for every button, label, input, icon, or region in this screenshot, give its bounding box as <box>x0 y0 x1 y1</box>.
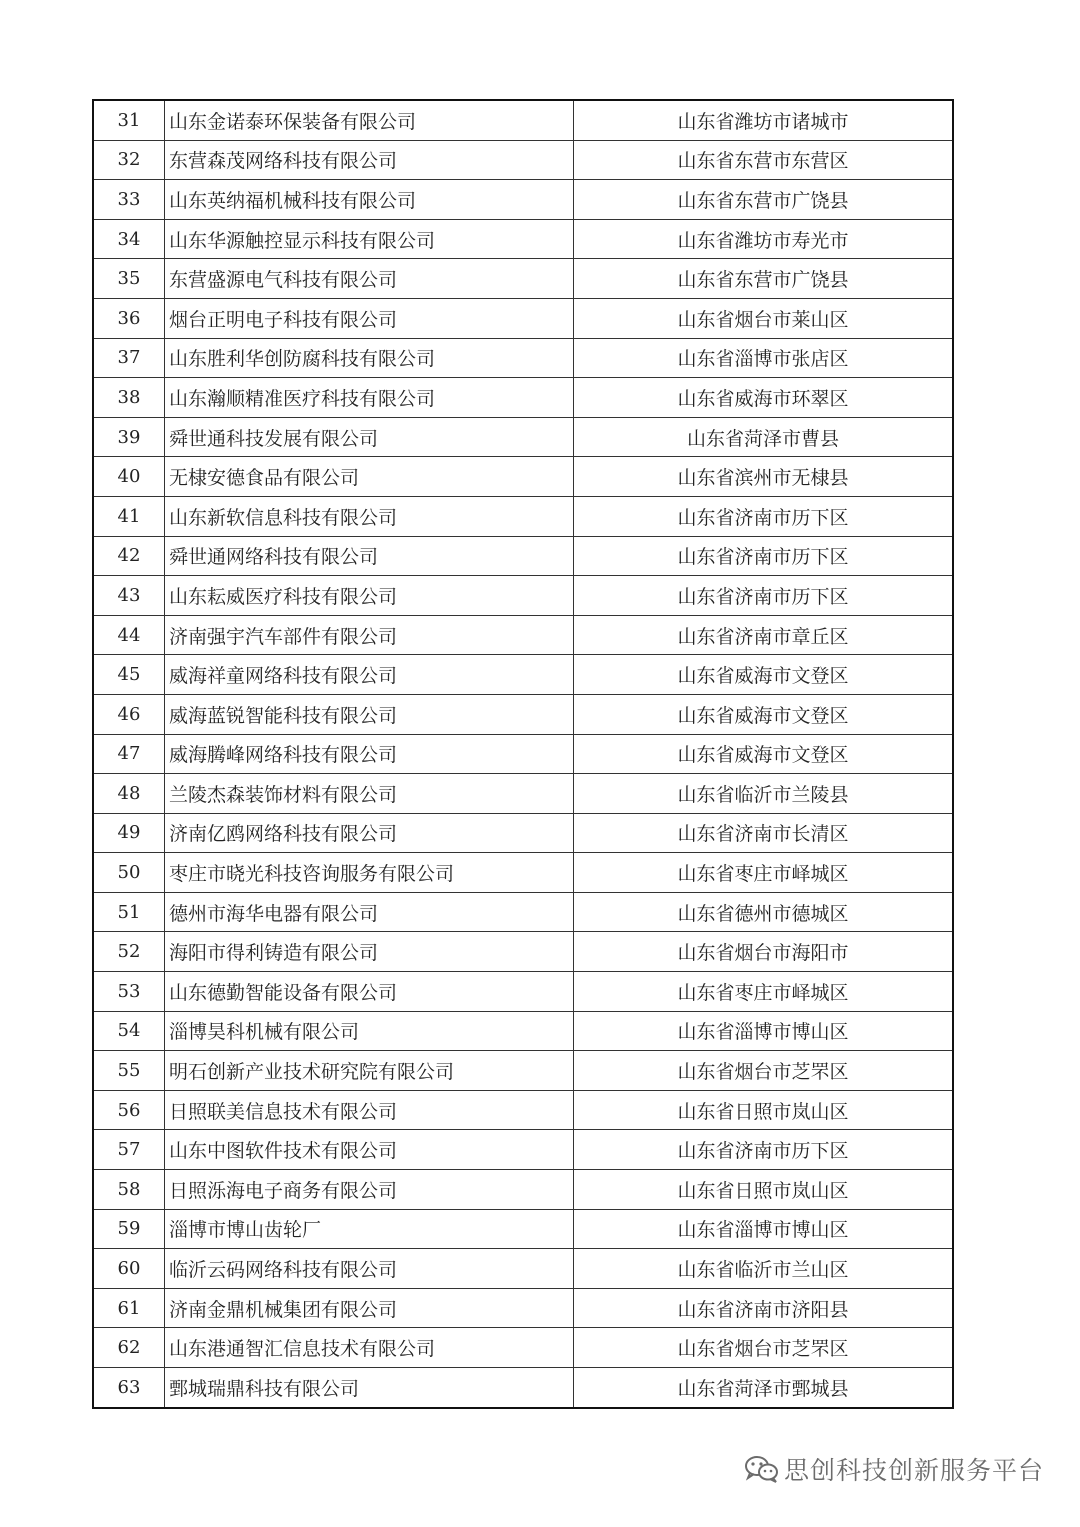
region-name: 山东省烟台市芝罘区 <box>574 1328 954 1368</box>
row-number: 48 <box>93 774 165 814</box>
table-row <box>93 536 953 576</box>
row-number: 52 <box>93 932 165 972</box>
row-number: 45 <box>93 655 165 695</box>
table-row <box>93 1368 953 1408</box>
table-row <box>93 655 953 695</box>
wechat-icon <box>744 1454 780 1484</box>
company-name: 明石创新产业技术研究院有限公司 <box>165 1051 574 1091</box>
table-row <box>93 378 953 418</box>
company-name: 淄博市博山齿轮厂 <box>165 1209 574 1249</box>
table-row <box>93 140 953 180</box>
table-row <box>93 972 953 1012</box>
company-name: 山东瀚顺精准医疗科技有限公司 <box>165 378 574 418</box>
company-name: 山东英纳福机械科技有限公司 <box>165 180 574 220</box>
region-name: 山东省东营市广饶县 <box>574 259 954 299</box>
company-name: 济南金鼎机械集团有限公司 <box>165 1288 574 1328</box>
row-number: 49 <box>93 813 165 853</box>
row-number: 41 <box>93 496 165 536</box>
company-name: 山东德勤智能设备有限公司 <box>165 972 574 1012</box>
row-number: 37 <box>93 338 165 378</box>
region-name: 山东省东营市东营区 <box>574 140 954 180</box>
region-name: 山东省潍坊市诸城市 <box>574 100 954 140</box>
region-name: 山东省滨州市无棣县 <box>574 457 954 497</box>
region-name: 山东省济南市历下区 <box>574 496 954 536</box>
table-row <box>93 1090 953 1130</box>
table-row <box>93 1328 953 1368</box>
row-number: 58 <box>93 1170 165 1210</box>
company-name: 山东港通智汇信息技术有限公司 <box>165 1328 574 1368</box>
company-name: 海阳市得利铸造有限公司 <box>165 932 574 972</box>
table-row <box>93 932 953 972</box>
row-number: 50 <box>93 853 165 893</box>
row-number: 43 <box>93 576 165 616</box>
region-name: 山东省威海市环翠区 <box>574 378 954 418</box>
region-name: 山东省德州市德城区 <box>574 892 954 932</box>
row-number: 59 <box>93 1209 165 1249</box>
table-row <box>93 1170 953 1210</box>
row-number: 34 <box>93 219 165 259</box>
table-row <box>93 219 953 259</box>
region-name: 山东省威海市文登区 <box>574 694 954 734</box>
region-name: 山东省烟台市莱山区 <box>574 298 954 338</box>
company-name: 日照泺海电子商务有限公司 <box>165 1170 574 1210</box>
table-row <box>93 576 953 616</box>
region-name: 山东省烟台市海阳市 <box>574 932 954 972</box>
row-number: 63 <box>93 1368 165 1408</box>
table-row <box>93 813 953 853</box>
company-name: 舜世通网络科技有限公司 <box>165 536 574 576</box>
company-name: 济南亿鸥网络科技有限公司 <box>165 813 574 853</box>
table-row <box>93 1051 953 1091</box>
region-name: 山东省枣庄市峄城区 <box>574 853 954 893</box>
row-number: 57 <box>93 1130 165 1170</box>
row-number: 60 <box>93 1249 165 1289</box>
row-number: 44 <box>93 615 165 655</box>
company-name: 无棣安德食品有限公司 <box>165 457 574 497</box>
row-number: 47 <box>93 734 165 774</box>
table-row <box>93 892 953 932</box>
region-name: 山东省淄博市张店区 <box>574 338 954 378</box>
company-name: 舜世通科技发展有限公司 <box>165 417 574 457</box>
company-name: 鄄城瑞鼎科技有限公司 <box>165 1368 574 1408</box>
company-name: 山东华源触控显示科技有限公司 <box>165 219 574 259</box>
region-name: 山东省济南市历下区 <box>574 1130 954 1170</box>
row-number: 62 <box>93 1328 165 1368</box>
region-name: 山东省威海市文登区 <box>574 734 954 774</box>
company-name: 兰陵杰森装饰材料有限公司 <box>165 774 574 814</box>
table-row <box>93 1249 953 1289</box>
company-name: 日照联美信息技术有限公司 <box>165 1090 574 1130</box>
company-name: 东营盛源电气科技有限公司 <box>165 259 574 299</box>
row-number: 33 <box>93 180 165 220</box>
company-name: 威海蓝锐智能科技有限公司 <box>165 694 574 734</box>
region-name: 山东省济南市历下区 <box>574 576 954 616</box>
region-name: 山东省临沂市兰山区 <box>574 1249 954 1289</box>
table-row <box>93 734 953 774</box>
region-name: 山东省菏泽市曹县 <box>574 417 954 457</box>
row-number: 36 <box>93 298 165 338</box>
table-row <box>93 1288 953 1328</box>
table-row <box>93 259 953 299</box>
company-name: 威海祥童网络科技有限公司 <box>165 655 574 695</box>
company-name: 山东耘威医疗科技有限公司 <box>165 576 574 616</box>
table-row <box>93 1209 953 1249</box>
company-name: 山东中图软件技术有限公司 <box>165 1130 574 1170</box>
table-row <box>93 615 953 655</box>
company-name: 临沂云码网络科技有限公司 <box>165 1249 574 1289</box>
table-row <box>93 338 953 378</box>
table-row <box>93 100 953 140</box>
table-row <box>93 417 953 457</box>
row-number: 51 <box>93 892 165 932</box>
company-name: 烟台正明电子科技有限公司 <box>165 298 574 338</box>
table-row <box>93 180 953 220</box>
table-row <box>93 774 953 814</box>
row-number: 54 <box>93 1011 165 1051</box>
region-name: 山东省淄博市博山区 <box>574 1209 954 1249</box>
region-name: 山东省威海市文登区 <box>574 655 954 695</box>
region-name: 山东省济南市章丘区 <box>574 615 954 655</box>
company-name: 山东新软信息科技有限公司 <box>165 496 574 536</box>
row-number: 61 <box>93 1288 165 1328</box>
region-name: 山东省烟台市芝罘区 <box>574 1051 954 1091</box>
row-number: 46 <box>93 694 165 734</box>
row-number: 42 <box>93 536 165 576</box>
table-row <box>93 1130 953 1170</box>
row-number: 31 <box>93 100 165 140</box>
row-number: 40 <box>93 457 165 497</box>
row-number: 39 <box>93 417 165 457</box>
company-name: 东营森茂网络科技有限公司 <box>165 140 574 180</box>
region-name: 山东省临沂市兰陵县 <box>574 774 954 814</box>
table-row <box>93 694 953 734</box>
company-name: 济南强宇汽车部件有限公司 <box>165 615 574 655</box>
region-name: 山东省济南市长清区 <box>574 813 954 853</box>
row-number: 53 <box>93 972 165 1012</box>
company-name: 威海腾峰网络科技有限公司 <box>165 734 574 774</box>
region-name: 山东省淄博市博山区 <box>574 1011 954 1051</box>
region-name: 山东省济南市历下区 <box>574 536 954 576</box>
row-number: 38 <box>93 378 165 418</box>
row-number: 32 <box>93 140 165 180</box>
watermark-text: 思创科技创新服务平台 <box>783 1456 1044 1485</box>
table-row <box>93 853 953 893</box>
watermark <box>744 1451 1044 1487</box>
table-body <box>93 100 953 1408</box>
company-name: 德州市海华电器有限公司 <box>165 892 574 932</box>
company-name: 山东胜利华创防腐科技有限公司 <box>165 338 574 378</box>
row-number: 55 <box>93 1051 165 1091</box>
company-table <box>92 99 954 1409</box>
table-row <box>93 298 953 338</box>
region-name: 山东省日照市岚山区 <box>574 1170 954 1210</box>
region-name: 山东省枣庄市峄城区 <box>574 972 954 1012</box>
table-row <box>93 457 953 497</box>
region-name: 山东省潍坊市寿光市 <box>574 219 954 259</box>
table-row <box>93 496 953 536</box>
company-name: 淄博昊科机械有限公司 <box>165 1011 574 1051</box>
row-number: 35 <box>93 259 165 299</box>
row-number: 56 <box>93 1090 165 1130</box>
region-name: 山东省日照市岚山区 <box>574 1090 954 1130</box>
company-name: 枣庄市晓光科技咨询服务有限公司 <box>165 853 574 893</box>
region-name: 山东省济南市济阳县 <box>574 1288 954 1328</box>
table-row <box>93 1011 953 1051</box>
region-name: 山东省东营市广饶县 <box>574 180 954 220</box>
region-name: 山东省菏泽市鄄城县 <box>574 1368 954 1408</box>
company-name: 山东金诺泰环保装备有限公司 <box>165 100 574 140</box>
